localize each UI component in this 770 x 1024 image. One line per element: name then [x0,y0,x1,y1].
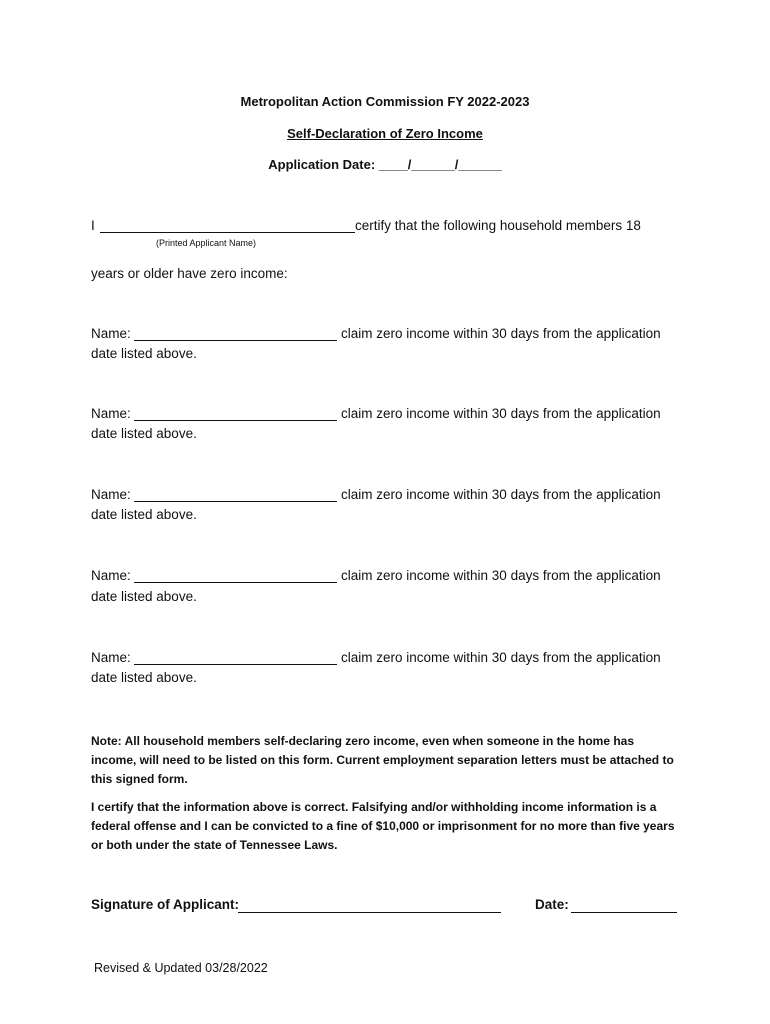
signature-date-field[interactable] [571,912,677,913]
applicant-name-field[interactable] [100,232,355,233]
form-subtitle: Self-Declaration of Zero Income [287,126,483,141]
application-date-label: Application Date: [268,157,379,172]
name-continuation: date listed above. [91,589,197,604]
name-label: Name: [91,406,131,421]
note-paragraph [91,732,681,789]
certification-prefix: I [91,218,95,233]
certification-suffix: certify that the following household members 18 [355,218,641,233]
application-date-field[interactable]: ____/______/______ [378,157,502,172]
name-claim-text: claim zero income within 30 days from the application [341,568,661,583]
signature-field[interactable] [238,912,501,913]
signature-date-label: Date: [535,897,569,912]
printed-name-caption: (Printed Applicant Name) [156,238,257,248]
name-claim-text: claim zero income within 30 days from the application [341,326,661,341]
form-title: Metropolitan Action Commission FY 2022-2023 [240,94,530,109]
name-claim-text: claim zero income within 30 days from the application [341,487,661,502]
certification-continuation: years or older have zero income: [91,266,288,281]
name-continuation: date listed above. [91,426,197,441]
name-continuation: date listed above. [91,346,197,361]
revised-date: Revised & Updated 03/28/2022 [94,961,268,975]
name-label: Name: [91,487,131,502]
name-field[interactable] [134,582,337,583]
name-label: Name: [91,650,131,665]
name-label: Name: [91,568,131,583]
note-label: Note: [91,734,122,748]
application-date [0,157,770,172]
name-field[interactable] [134,340,337,341]
name-continuation: date listed above. [91,507,197,522]
name-field[interactable] [134,664,337,665]
name-claim-text: claim zero income within 30 days from the application [341,650,661,665]
name-claim-text: claim zero income within 30 days from the application [341,406,661,421]
name-field[interactable] [134,501,337,502]
certify-statement: I certify that the information above is correct. Falsifying and/or withholding income information is a federal offense and I can be convicted to a fine of $10,000 or imprisonment for no more than five years or both under the state of Tennessee Laws. [91,800,675,852]
name-field[interactable] [134,420,337,421]
signature-label: Signature of Applicant: [91,897,239,912]
name-label: Name: [91,326,131,341]
name-continuation: date listed above. [91,670,197,685]
note-text: All household members self-declaring zero income, even when someone in the home has income, will need to be listed on this form. Current employment separation letters must be attached to this signed form. [91,734,674,786]
